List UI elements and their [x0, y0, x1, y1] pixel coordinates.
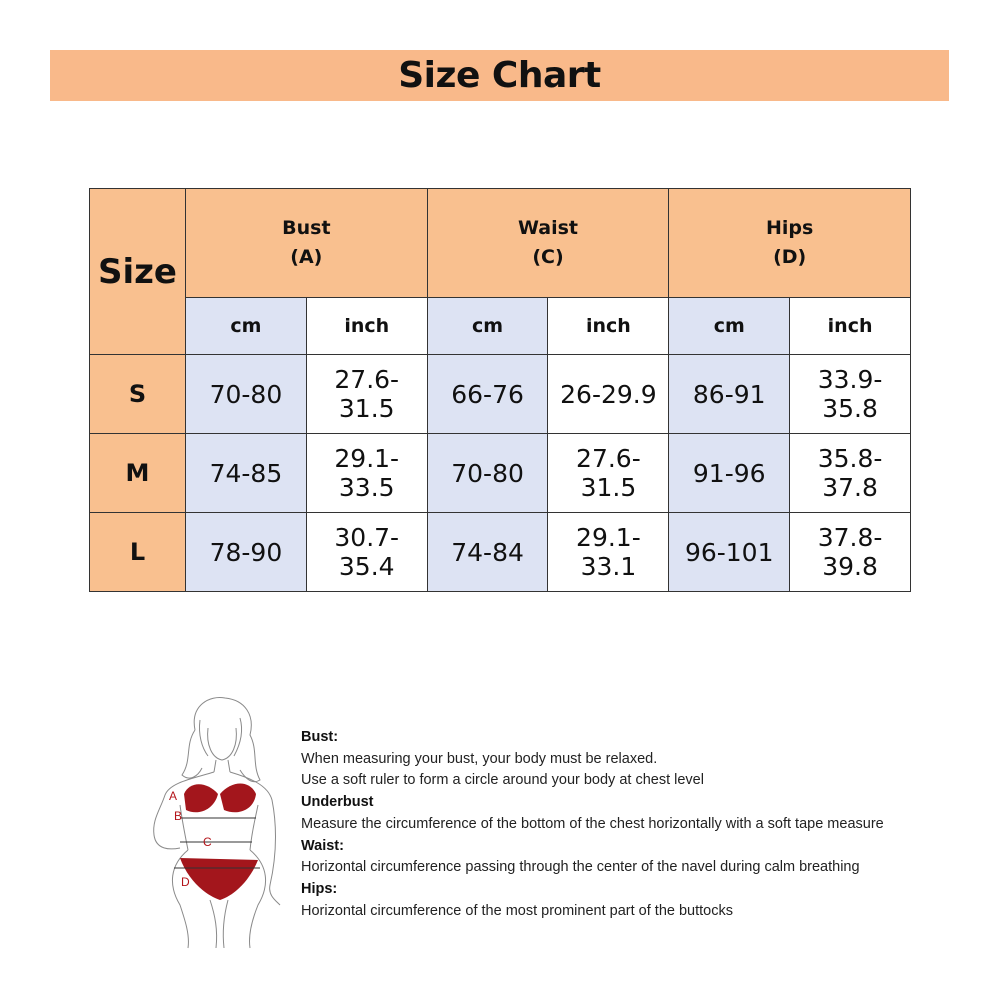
- table-row: [90, 355, 911, 434]
- bust-header-name: Bust: [282, 217, 331, 239]
- waist-header-cell: [427, 189, 669, 298]
- unit-cell: inch: [790, 298, 911, 355]
- value-cell: 78-90: [186, 513, 307, 592]
- waist-header-name: Waist: [517, 217, 578, 239]
- value-cell: 70-80: [427, 434, 548, 513]
- instruction-line: Horizontal circumference passing through the center of the navel during calm breathing: [301, 859, 860, 876]
- value-cell: 86-91: [669, 355, 790, 434]
- waist-header-code: (C): [532, 246, 564, 268]
- figure-label-c: C: [203, 835, 212, 849]
- underbust-heading: Underbust: [301, 794, 374, 811]
- body-measurement-illustration: [140, 690, 300, 950]
- table-row: [90, 513, 911, 592]
- unit-cell: cm: [669, 298, 790, 355]
- instruction-line: Horizontal circumference of the most prominent part of the buttocks: [301, 902, 733, 919]
- instruction-line: When measuring your bust, your body must be relaxed.: [301, 750, 658, 767]
- size-label-cell: S: [90, 355, 186, 434]
- bust-heading: Bust:: [301, 729, 339, 745]
- unit-cell: inch: [306, 298, 427, 355]
- value-cell: 29.1-33.5: [306, 434, 427, 513]
- size-label-cell: L: [90, 513, 186, 592]
- value-cell: 33.9-35.8: [790, 355, 911, 434]
- table-row: [90, 434, 911, 513]
- value-cell: 29.1-33.1: [548, 513, 669, 592]
- page-title: Size Chart: [398, 55, 601, 96]
- value-cell: 66-76: [427, 355, 548, 434]
- hips-header-cell: [669, 189, 911, 298]
- hips-heading: Hips:: [301, 880, 338, 897]
- instruction-line: Measure the circumference of the bottom of the chest horizontally with a soft tape measure: [301, 815, 884, 832]
- size-header-cell: Size: [90, 189, 186, 355]
- measurement-instructions: [301, 727, 941, 922]
- figure-label-d: D: [181, 875, 190, 889]
- value-cell: 70-80: [186, 355, 307, 434]
- value-cell: 30.7-35.4: [306, 513, 427, 592]
- unit-cell: cm: [427, 298, 548, 355]
- value-cell: 37.8-39.8: [790, 513, 911, 592]
- value-cell: 27.6-31.5: [306, 355, 427, 434]
- value-cell: 96-101: [669, 513, 790, 592]
- size-chart-table: [89, 188, 911, 592]
- group-header-row: [90, 189, 911, 298]
- waist-heading: Waist:: [301, 837, 344, 854]
- value-cell: 35.8-37.8: [790, 434, 911, 513]
- size-label-cell: M: [90, 434, 186, 513]
- value-cell: 26-29.9: [548, 355, 669, 434]
- unit-header-row: [90, 298, 911, 355]
- value-cell: 74-84: [427, 513, 548, 592]
- value-cell: 74-85: [186, 434, 307, 513]
- hips-header-name: Hips: [765, 217, 814, 239]
- value-cell: 27.6-31.5: [548, 434, 669, 513]
- unit-cell: inch: [548, 298, 669, 355]
- figure-label-a: A: [169, 789, 178, 803]
- value-cell: 91-96: [669, 434, 790, 513]
- hips-header-code: (D): [773, 246, 807, 268]
- title-banner: [50, 50, 949, 101]
- bust-header-cell: [186, 189, 428, 298]
- unit-cell: cm: [186, 298, 307, 355]
- figure-label-b: B: [174, 809, 183, 823]
- bust-header-code: (A): [290, 246, 323, 268]
- instruction-line: Use a soft ruler to form a circle around your body at chest level: [301, 772, 704, 789]
